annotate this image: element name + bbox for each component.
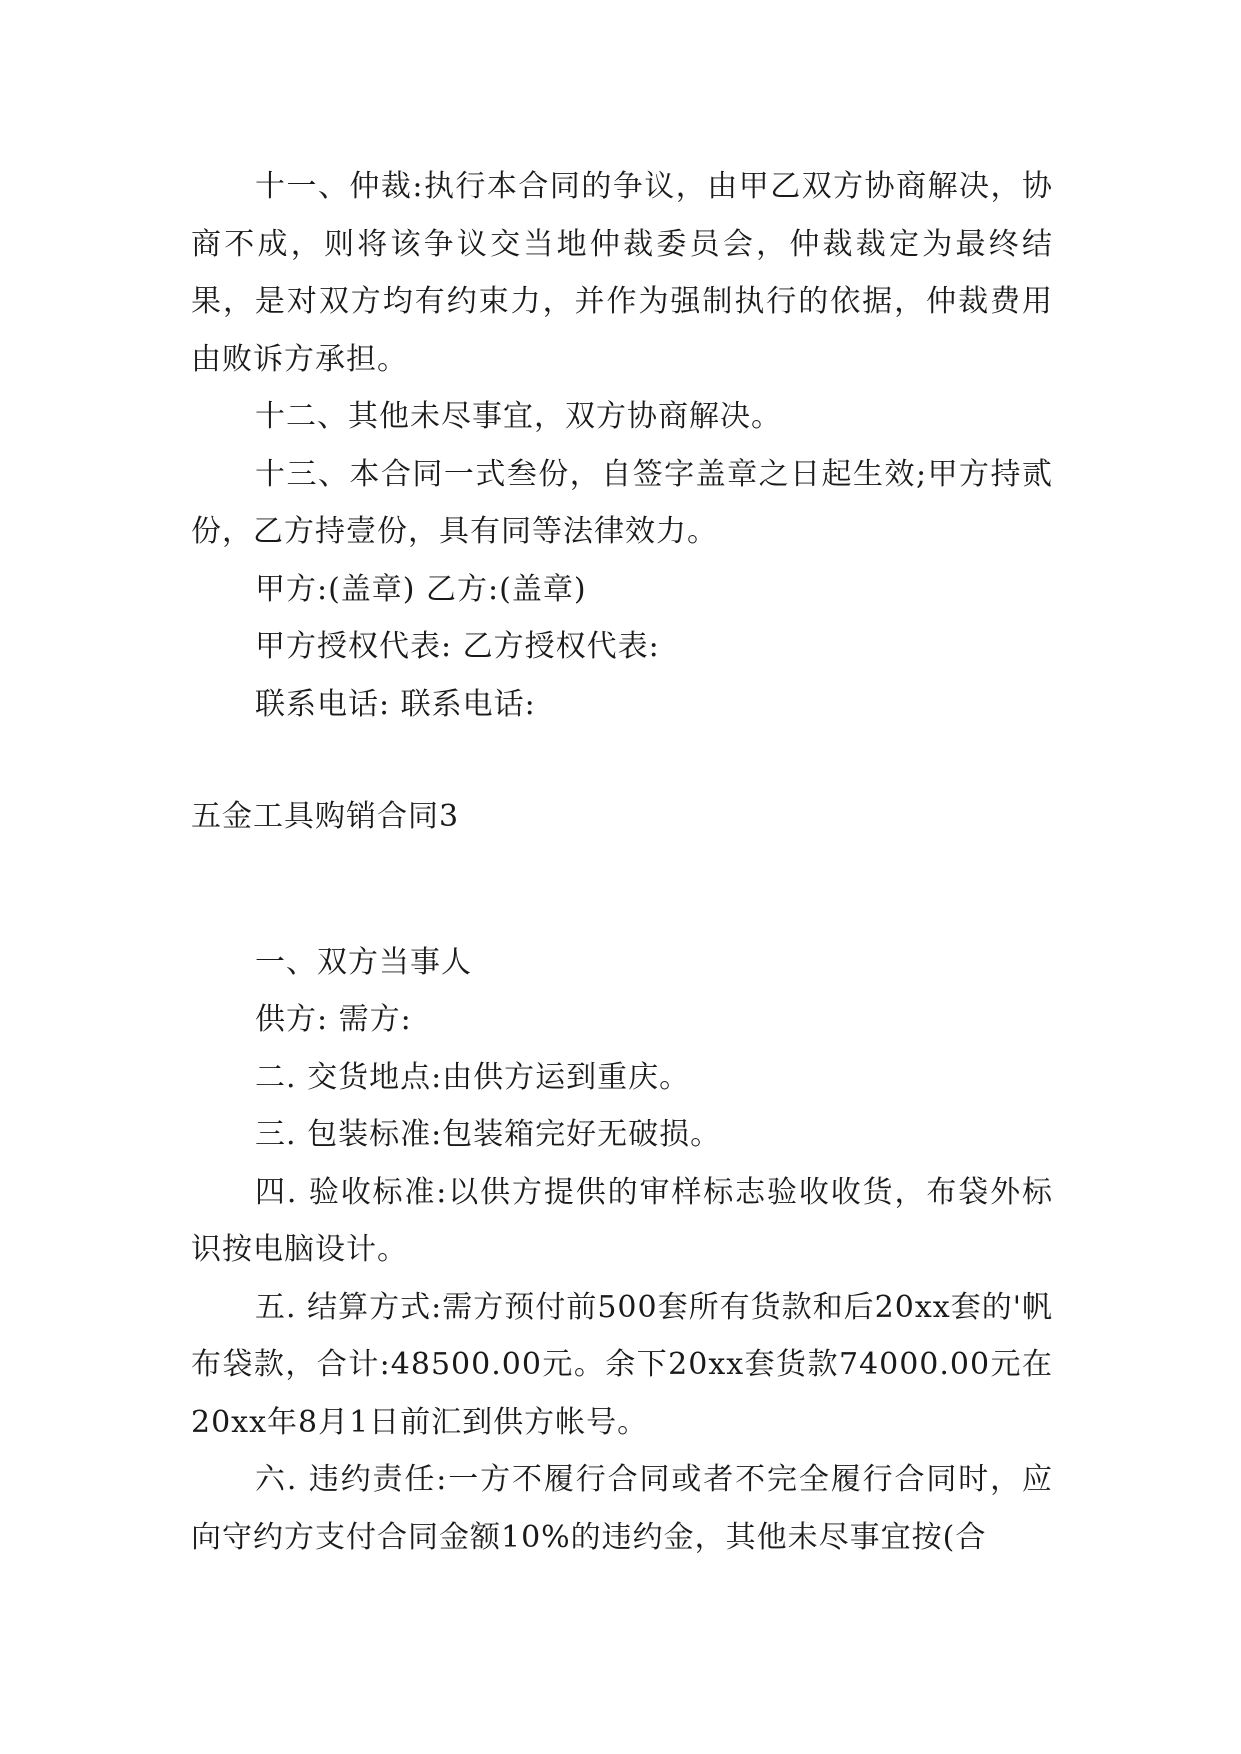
- clause-11-arbitration: 十一、仲裁:执行本合同的争议，由甲乙双方协商解决，协商不成，则将该争议交当地仲裁委员会，仲裁裁定为最终结果，是对双方均有约束力，并作为强制执行的依据，仲裁费用由败诉方承担。: [191, 169, 1053, 377]
- document-body: [191, 158, 1053, 1566]
- spacer: [191, 846, 1053, 934]
- spacer: [191, 733, 1053, 788]
- clause-6-liability: 六. 违约责任:一方不履行合同或者不完全履行合同时，应向守约方支付合同金额10%的违约金，其他未尽事宜按(合: [191, 1462, 1053, 1555]
- contact-phones: 联系电话: 联系电话:: [255, 686, 536, 722]
- supplier-buyer: 供方: 需方:: [255, 1002, 412, 1037]
- clause-4-acceptance: 四. 验收标准:以供方提供的审样标志验收收货，布袋外标识按电脑设计。: [191, 1174, 1053, 1267]
- clause-2-delivery: 二. 交货地点:由供方运到重庆。: [255, 1059, 691, 1095]
- authorized-representatives: 甲方授权代表: 乙方授权代表:: [255, 629, 660, 664]
- clause-12-other-matters: 十二、其他未尽事宜，双方协商解决。: [255, 399, 782, 434]
- contract-title: 五金工具购销合同3: [191, 799, 460, 834]
- clause-13-copies: 十三、本合同一式叁份，自签字盖章之日起生效;甲方持贰份，乙方持壹份，具有同等法律效力。: [191, 456, 1053, 549]
- clause-1-parties: 一、双方当事人: [255, 944, 472, 980]
- party-seals: 甲方:(盖章) 乙方:(盖章): [255, 571, 587, 607]
- clause-5-settlement: 五. 结算方式:需方预付前500套所有货款和后20xx套的'帆布袋款，合计:48500.00元。余下20xx套货款74000.00元在20xx年8月1日前汇到供方帐号。: [191, 1289, 1053, 1440]
- clause-3-packaging: 三. 包装标准:包装箱完好无破损。: [255, 1117, 722, 1152]
